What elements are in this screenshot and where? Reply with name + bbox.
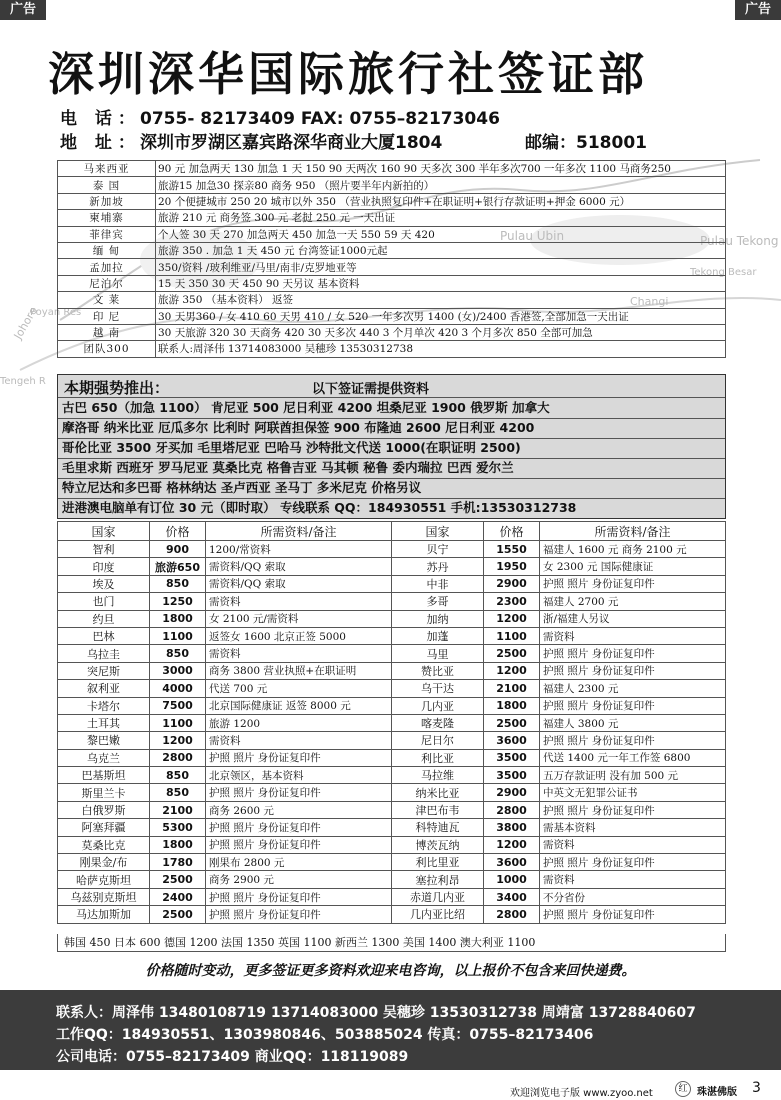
note-cell: 需资料/QQ 索取	[206, 558, 392, 575]
table-row	[58, 906, 726, 923]
table-row	[58, 259, 726, 275]
note-cell: 护照 照片 身份证复印件	[540, 732, 726, 749]
price-cell: 1200	[150, 732, 206, 749]
note-cell: 护照 照片 身份证复印件	[206, 888, 392, 905]
contact-company-phone: 公司电话：0755–82173409 商业QQ：118119089	[56, 1049, 409, 1065]
country-cell: 巴基斯坦	[58, 767, 150, 784]
country-cell: 印 尼	[58, 308, 156, 324]
price-cell: 2100	[484, 680, 540, 697]
price-cell: 1200	[484, 610, 540, 627]
table-row	[58, 767, 726, 784]
column-header: 国家	[392, 522, 484, 541]
promo-line: 哥伦比亚 3500 牙买加 毛里塔尼亚 巴哈马 沙特批文代送 1000(在职证明 2500)	[62, 440, 521, 455]
note-cell: 福建人 2700 元	[540, 593, 726, 610]
country-cell: 津巴布韦	[392, 801, 484, 818]
note-cell: 福建人 2300 元	[540, 680, 726, 697]
phone-value: 0755- 82173409 FAX: 0755–82173046	[140, 109, 500, 129]
table-row	[58, 732, 726, 749]
country-cell: 孟加拉	[58, 259, 156, 275]
country-cell: 巴林	[58, 627, 150, 644]
table-row	[58, 593, 726, 610]
column-header: 国家	[58, 522, 150, 541]
country-cell: 马里	[392, 645, 484, 662]
note-cell: 护照 照片 身份证复印件	[206, 749, 392, 766]
ad-tag-left: 广告	[0, 0, 46, 20]
note-cell: 中英文无犯罪公证书	[540, 784, 726, 801]
table-header-row	[58, 522, 726, 541]
info-cell: 20 个便捷城市 250 20 城市以外 350 （营业执照复印件+在职证明+银行存款证明+押金 6000 元）	[156, 193, 726, 209]
table-row	[58, 341, 726, 357]
table-row	[58, 714, 726, 731]
map-label: Pulau Ubin	[500, 229, 565, 243]
price-cell: 2500	[150, 906, 206, 923]
table-row	[58, 697, 726, 714]
info-cell: 30 天男360 / 女 410 60 天男 410 / 女 520 一年多次男 1400 (女)/2400 香港签,全部加急一天出证	[156, 308, 726, 324]
table-row	[58, 275, 726, 291]
country-cell: 卡塔尔	[58, 697, 150, 714]
info-cell: 联系人:周泽伟 13714083000 吴穗珍 13530312738	[156, 341, 726, 357]
note-cell: 护照 照片 身份证复印件	[206, 836, 392, 853]
country-cell: 加纳	[392, 610, 484, 627]
price-cell: 850	[150, 645, 206, 662]
country-cell: 尼泊尔	[58, 275, 156, 291]
country-cell: 尼日尔	[392, 732, 484, 749]
price-cell: 1780	[150, 854, 206, 871]
info-cell: 旅游 210 元 商务签 300 元 老挝 250 元 一天出证	[156, 210, 726, 226]
info-cell: 旅游15 加急30 探亲80 商务 950 （照片要半年内新拍的）	[156, 177, 726, 193]
map-label: Pulau Tekong	[700, 234, 779, 248]
country-cell: 马达加斯加	[58, 906, 150, 923]
country-cell: 菲律宾	[58, 226, 156, 242]
price-cell: 5300	[150, 819, 206, 836]
site-link[interactable]: 欢迎浏览电子版 www.zyoo.net	[510, 1088, 653, 1099]
price-cell: 3000	[150, 662, 206, 679]
visa-summary-table	[57, 160, 726, 358]
note-cell: 护照 照片 身份证复印件	[540, 906, 726, 923]
country-cell: 白俄罗斯	[58, 801, 150, 818]
price-cell: 850	[150, 575, 206, 592]
contact-people: 联系人：周泽伟 13480108719 13714083000 吴穗珍 13530312738 周靖富 13728840607	[56, 1005, 696, 1021]
column-header: 所需资料/备注	[540, 522, 726, 541]
note-cell: 刚果布 2800 元	[206, 854, 392, 871]
note-cell: 需资料	[206, 593, 392, 610]
price-cell: 1200	[484, 836, 540, 853]
price-cell: 2400	[150, 888, 206, 905]
note-cell: 需资料/QQ 索取	[206, 575, 392, 592]
page-footer	[0, 1078, 781, 1100]
country-cell: 乌克兰	[58, 749, 150, 766]
country-cell: 乌干达	[392, 680, 484, 697]
map-label: Tekong Besar	[690, 267, 757, 278]
table-row	[58, 161, 726, 177]
table-row	[58, 210, 726, 226]
price-cell: 旅游650	[150, 558, 206, 575]
address-label: 地 址：	[60, 133, 141, 153]
logo-icon: 红	[675, 1081, 691, 1097]
promo-line: 毛里求斯 西班牙 罗马尼亚 莫桑比克 格鲁吉亚 马其顿 秘鲁 委内瑞拉 巴西 爱尔兰	[62, 460, 514, 475]
price-cell: 3500	[484, 749, 540, 766]
price-cell: 1550	[484, 541, 540, 558]
promo-subheading: 以下签证需提供资料	[312, 382, 430, 397]
table-row	[58, 888, 726, 905]
promo-line: 进港澳电脑单有订位 30 元（即时取） 专线联系 QQ：184930551 手机:13530312738	[62, 500, 577, 515]
price-cell: 3800	[484, 819, 540, 836]
info-cell: 旅游 350 . 加急 1 天 450 元 台湾签证1000元起	[156, 242, 726, 258]
country-cell: 贝宁	[392, 541, 484, 558]
column-header: 价格	[150, 522, 206, 541]
country-cell: 几内亚	[392, 697, 484, 714]
address-line	[60, 128, 442, 153]
country-cell: 赤道几内亚	[392, 888, 484, 905]
note-cell: 1200/常资料	[206, 541, 392, 558]
price-cell: 1100	[484, 627, 540, 644]
country-cell: 印度	[58, 558, 150, 575]
note-cell: 女 2100 元/需资料	[206, 610, 392, 627]
country-cell: 哈萨克斯坦	[58, 871, 150, 888]
price-cell: 2500	[150, 871, 206, 888]
note-cell: 需基本资料	[540, 819, 726, 836]
price-cell: 850	[150, 784, 206, 801]
country-cell: 加蓬	[392, 627, 484, 644]
note-cell: 需资料	[540, 627, 726, 644]
price-cell: 2800	[484, 906, 540, 923]
country-cell: 乌兹别克斯坦	[58, 888, 150, 905]
country-cell: 智利	[58, 541, 150, 558]
disclaimer: 价格随时变动，更多签证更多资料欢迎来电咨询，以上报价不包含来回快递费。	[145, 963, 636, 979]
table-row	[58, 784, 726, 801]
column-header: 价格	[484, 522, 540, 541]
promo-line: 特立尼达和多巴哥 格林纳达 圣卢西亚 圣马丁 多米尼克 价格另议	[62, 480, 422, 495]
price-cell: 3600	[484, 732, 540, 749]
country-cell: 喀麦隆	[392, 714, 484, 731]
country-cell: 越 南	[58, 324, 156, 340]
country-cell: 新加坡	[58, 193, 156, 209]
price-table	[57, 521, 726, 924]
price-cell: 3500	[484, 767, 540, 784]
country-cell: 纳米比亚	[392, 784, 484, 801]
price-foot-row: 韩国 450 日本 600 德国 1200 法国 1350 英国 1100 新西兰 1300 美国 1400 澳大利亚 1100	[57, 934, 726, 952]
table-row	[58, 871, 726, 888]
country-cell: 利比里亚	[392, 854, 484, 871]
country-cell: 柬埔寨	[58, 210, 156, 226]
country-cell: 文 莱	[58, 292, 156, 308]
country-cell: 中非	[392, 575, 484, 592]
country-cell: 科特迪瓦	[392, 819, 484, 836]
promo-heading: 本期强势推出：	[64, 379, 170, 397]
table-row	[58, 680, 726, 697]
table-row	[58, 558, 726, 575]
table-row	[58, 226, 726, 242]
note-cell: 护照 照片 身份证复印件	[540, 662, 726, 679]
note-cell: 女 2300 元 国际健康证	[540, 558, 726, 575]
map-label: Tengeh R	[0, 376, 46, 387]
table-row	[58, 836, 726, 853]
note-cell: 护照 照片 身份证复印件	[206, 906, 392, 923]
price-cell: 1250	[150, 593, 206, 610]
table-row	[58, 193, 726, 209]
note-cell: 福建人 1600 元 商务 2100 元	[540, 541, 726, 558]
note-cell: 代送 1400 元一年工作签 6800	[540, 749, 726, 766]
country-cell: 阿塞拜疆	[58, 819, 150, 836]
phone-line	[60, 104, 500, 129]
table-row	[58, 854, 726, 871]
price-cell: 1200	[484, 662, 540, 679]
table-row	[58, 662, 726, 679]
address-value: 深圳市罗湖区嘉宾路深华商业大厦1804	[140, 133, 443, 153]
price-cell: 2100	[150, 801, 206, 818]
country-cell: 刚果金/布	[58, 854, 150, 871]
note-cell: 护照 照片 身份证复印件	[206, 819, 392, 836]
contact-footer	[0, 990, 781, 1070]
ad-tag-right: 广告	[735, 0, 781, 20]
country-cell: 多哥	[392, 593, 484, 610]
country-cell: 乌拉圭	[58, 645, 150, 662]
country-cell: 约旦	[58, 610, 150, 627]
country-cell: 苏丹	[392, 558, 484, 575]
map-label: Poyan Res	[30, 307, 82, 318]
country-cell: 叙利亚	[58, 680, 150, 697]
price-cell: 1800	[150, 836, 206, 853]
info-cell: 350/资料 /玻利维亚/马里/南非/克罗地亚等	[156, 259, 726, 275]
table-row	[58, 541, 726, 558]
promo-box	[57, 374, 726, 519]
note-cell: 商务 3800 营业执照+在职证明	[206, 662, 392, 679]
note-cell: 护照 照片 身份证复印件	[206, 784, 392, 801]
table-row	[58, 801, 726, 818]
country-cell: 利比亚	[392, 749, 484, 766]
note-cell: 代送 700 元	[206, 680, 392, 697]
info-cell: 15 天 350 30 天 450 90 天另议 基本资料	[156, 275, 726, 291]
table-row	[58, 292, 726, 308]
country-cell: 塞拉利昂	[392, 871, 484, 888]
note-cell: 五万存款证明 没有加 500 元	[540, 767, 726, 784]
column-header: 所需资料/备注	[206, 522, 392, 541]
price-cell: 2900	[484, 575, 540, 592]
price-cell: 4000	[150, 680, 206, 697]
table-row	[58, 749, 726, 766]
note-cell: 需资料	[206, 645, 392, 662]
country-cell: 突尼斯	[58, 662, 150, 679]
price-cell: 2500	[484, 714, 540, 731]
country-cell: 缅 甸	[58, 242, 156, 258]
country-cell: 团队300	[58, 341, 156, 357]
note-cell: 护照 照片 身份证复印件	[540, 854, 726, 871]
map-label: Johore	[11, 304, 40, 342]
price-cell: 1000	[484, 871, 540, 888]
note-cell: 旅游 1200	[206, 714, 392, 731]
note-cell: 护照 照片 身份证复印件	[540, 801, 726, 818]
table-row	[58, 308, 726, 324]
price-cell: 900	[150, 541, 206, 558]
country-cell: 黎巴嫩	[58, 732, 150, 749]
country-cell: 马来西亚	[58, 161, 156, 177]
price-cell: 2300	[484, 593, 540, 610]
table-row	[58, 627, 726, 644]
country-cell: 也门	[58, 593, 150, 610]
edition-label: 珠湛佛版	[697, 1087, 737, 1098]
note-cell: 需资料	[540, 836, 726, 853]
country-cell: 马拉维	[392, 767, 484, 784]
note-cell: 护照 照片 身份证复印件	[540, 575, 726, 592]
price-cell: 1100	[150, 627, 206, 644]
note-cell: 护照 照片 身份证复印件	[540, 645, 726, 662]
country-cell: 莫桑比克	[58, 836, 150, 853]
note-cell: 商务 2900 元	[206, 871, 392, 888]
price-cell: 1950	[484, 558, 540, 575]
map-label: Changi	[630, 295, 669, 308]
contact-qq: 工作QQ：184930551、1303980846、503885024 传真：0755–82173406	[56, 1027, 594, 1043]
price-cell: 1800	[484, 697, 540, 714]
price-cell: 2900	[484, 784, 540, 801]
price-cell: 3600	[484, 854, 540, 871]
info-cell: 个人签 30 天 270 加急两天 450 加急一天 550 59 天 420	[156, 226, 726, 242]
country-cell: 土耳其	[58, 714, 150, 731]
divider	[58, 397, 725, 398]
table-row	[58, 645, 726, 662]
note-cell: 不分省份	[540, 888, 726, 905]
price-cell: 1800	[150, 610, 206, 627]
postcode: 邮编：518001	[525, 133, 647, 153]
price-cell: 850	[150, 767, 206, 784]
note-cell: 北京领区，基本资料	[206, 767, 392, 784]
price-cell: 1100	[150, 714, 206, 731]
price-cell: 3400	[484, 888, 540, 905]
promo-line: 古巴 650（加急 1100） 肯尼亚 500 尼日利亚 4200 坦桑尼亚 1900 俄罗斯 加拿大	[62, 400, 550, 415]
page-title: 深圳深华国际旅行社签证部	[48, 47, 648, 101]
price-cell: 2500	[484, 645, 540, 662]
table-row	[58, 610, 726, 627]
country-cell: 赞比亚	[392, 662, 484, 679]
note-cell: 护照 照片 身份证复印件	[540, 697, 726, 714]
promo-line: 摩洛哥 纳米比亚 厄瓜多尔 比利时 阿联酋担保签 900 布隆迪 2600 尼日利亚 4200	[62, 420, 535, 435]
info-cell: 30 天旅游 320 30 天商务 420 30 天多次 440 3 个月单次 420 3 个月多次 850 全部可加急	[156, 324, 726, 340]
phone-label: 电 话：	[60, 109, 141, 129]
note-cell: 浙/福建人另议	[540, 610, 726, 627]
note-cell: 商务 2600 元	[206, 801, 392, 818]
info-cell: 90 元 加急两天 130 加急 1 天 150 90 天两次 160 90 天多次 300 半年多次700 一年多次 1100 马商务250	[156, 161, 726, 177]
price-cell: 2800	[150, 749, 206, 766]
page-number: 3	[752, 1080, 761, 1096]
table-row	[58, 575, 726, 592]
note-cell: 北京国际健康证 返签 8000 元	[206, 697, 392, 714]
table-row	[58, 242, 726, 258]
table-row	[58, 324, 726, 340]
country-cell: 斯里兰卡	[58, 784, 150, 801]
note-cell: 返签女 1600 北京正签 5000	[206, 627, 392, 644]
country-cell: 几内亚比绍	[392, 906, 484, 923]
country-cell: 博茨瓦纳	[392, 836, 484, 853]
note-cell: 福建人 3800 元	[540, 714, 726, 731]
note-cell: 需资料	[206, 732, 392, 749]
country-cell: 泰 国	[58, 177, 156, 193]
note-cell: 需资料	[540, 871, 726, 888]
table-row	[58, 177, 726, 193]
table-row	[58, 819, 726, 836]
info-cell: 旅游 350 （基本资料） 返签	[156, 292, 726, 308]
country-cell: 埃及	[58, 575, 150, 592]
price-cell: 7500	[150, 697, 206, 714]
price-cell: 2800	[484, 801, 540, 818]
